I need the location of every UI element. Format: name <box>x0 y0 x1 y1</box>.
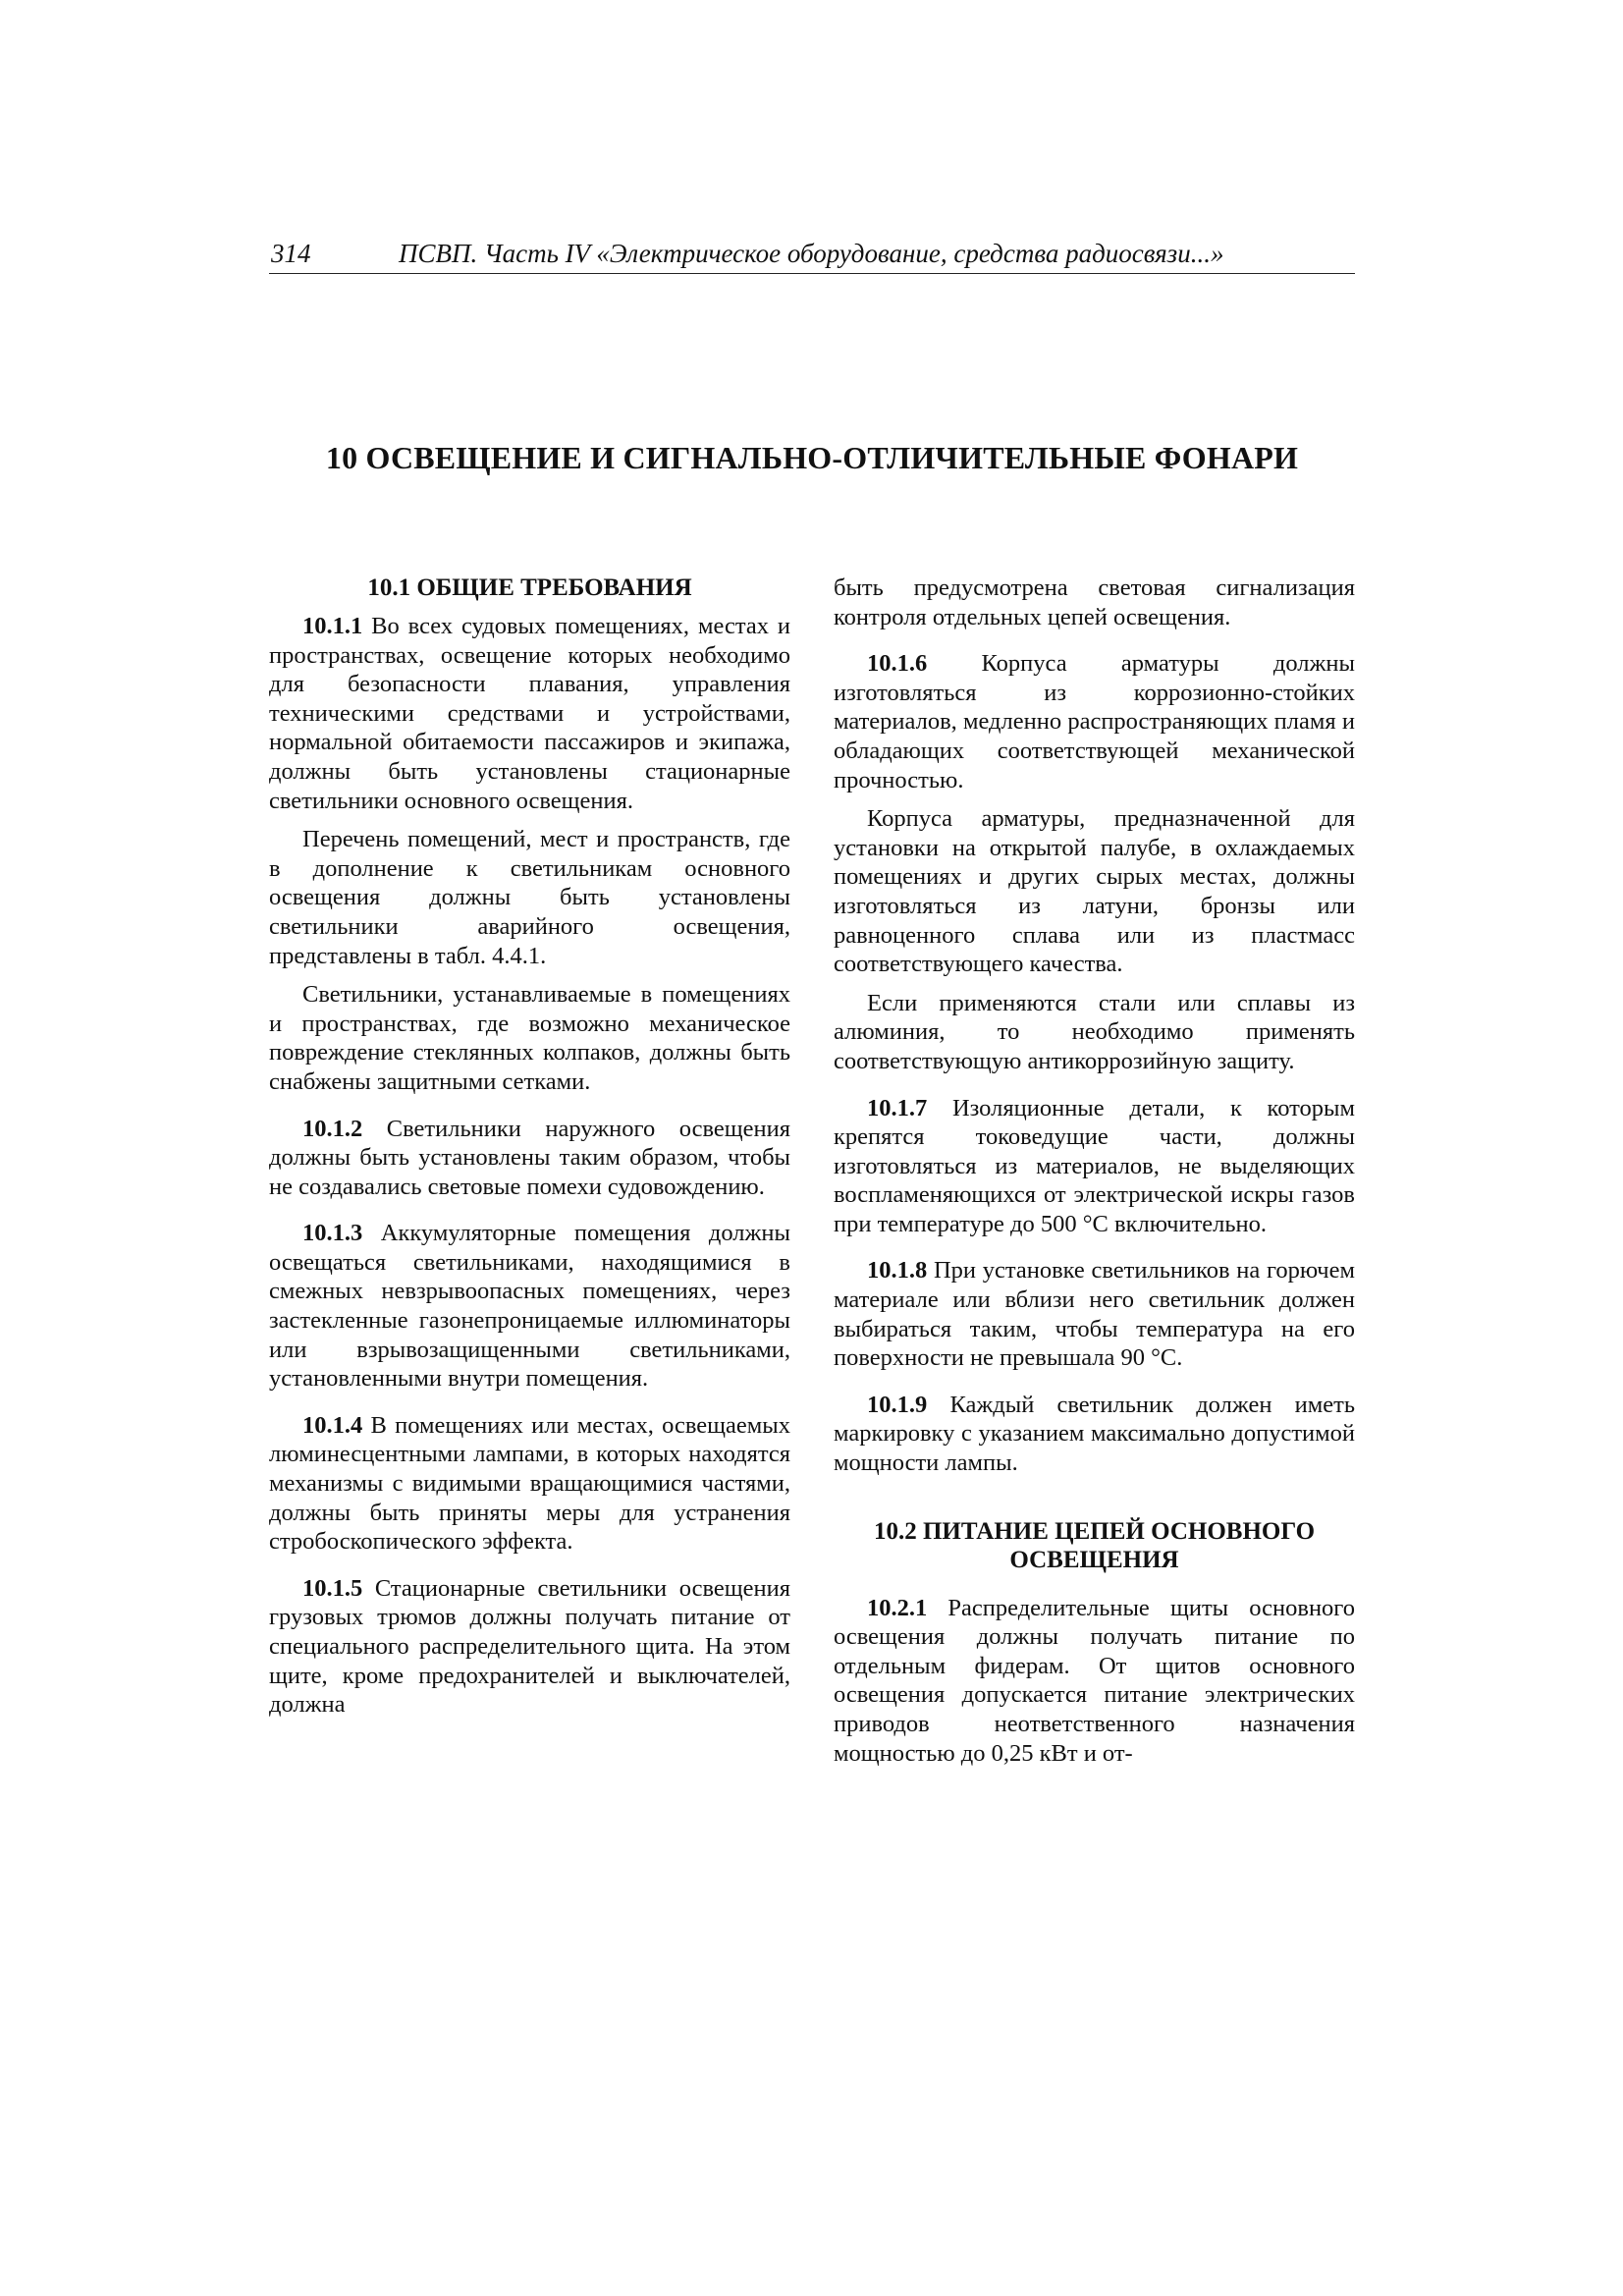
clause-text: Во всех судовых помещениях, местах и пространствах, освещение которых необходимо для безопасности плавания, управления техническими средствами и устройствами, нормальной обитаемости пассажиров и экипажа, должны быть установлены стационарные светильники основного освещения. <box>269 613 790 814</box>
page-header <box>269 236 1355 274</box>
paragraph-10-1-8 <box>834 1256 1355 1372</box>
paragraph-10-1-9 <box>834 1391 1355 1478</box>
clause-number: 10.1.8 <box>867 1257 928 1285</box>
clause-text: Изоляционные детали, к которым крепятся токоведущие части, должны изготовляться из материалов, не выделяющих воспламеняющихся от электрической искры газов при температуре до 500 °С включительно. <box>834 1094 1355 1237</box>
paragraph-10-1-4 <box>269 1411 790 1557</box>
section-heading-10-1: 10.1 ОБЩИЕ ТРЕБОВАНИЯ <box>367 574 692 601</box>
paragraph-10-1-6 <box>834 649 1355 794</box>
clause-number: 10.2.1 <box>867 1594 928 1621</box>
paragraph-10-1-1-b: Перечень помещений, мест и пространств, где в дополнение к светильникам основного освещения должны быть установлены светильники аварийного освещения, представлены в табл. 4.4.1. <box>269 826 790 969</box>
paragraph-10-1-6-c: Если применяются стали или сплавы из алюминия, то необходимо применять соответствующую антикоррозийную защиту. <box>834 989 1355 1074</box>
right-column <box>834 574 1355 1768</box>
paragraph-10-1-5-continued: быть предусмотрена световая сигнализация контроля отдельных цепей освещения. <box>834 574 1355 630</box>
clause-number: 10.1.2 <box>302 1115 363 1142</box>
clause-number: 10.1.4 <box>302 1411 363 1439</box>
clause-number: 10.1.9 <box>867 1391 928 1418</box>
clause-text: Корпуса арматуры должны изготовляться из коррозионно-стойких материалов, медленно распространяющих пламя и обладающих соответствующей механической прочностью. <box>834 650 1355 793</box>
paragraph-10-1-7 <box>834 1094 1355 1239</box>
section-heading-10-2: 10.2 ПИТАНИЕ ЦЕПЕЙ ОСНОВНОГО ОСВЕЩЕНИЯ <box>873 1517 1316 1573</box>
paragraph-10-2-1 <box>834 1594 1355 1769</box>
clause-number: 10.1.5 <box>302 1574 363 1602</box>
chapter-title: 10 ОСВЕЩЕНИЕ И СИГНАЛЬНО-ОТЛИЧИТЕЛЬНЫЕ ФОНАРИ <box>325 440 1299 475</box>
paragraph-10-1-6-b: Корпуса арматуры, предназначенной для установки на открытой палубе, в охлаждаемых помещениях и других сырых местах, должны изготовляться из латуни, бронзы или равноценного сплава или из пластмасс соответствующего качества. <box>834 805 1355 978</box>
running-title: ПСВП. Часть IV «Электрическое оборудование, средства радиосвязи...» <box>399 239 1224 268</box>
clause-text: Стационарные светильники освещения грузовых трюмов должны получать питание от специального распределительного щита. На этом щите, кроме предохранителей и выключателей, должна <box>269 1574 790 1719</box>
clause-number: 10.1.1 <box>302 613 363 639</box>
clause-number: 10.1.3 <box>302 1220 363 1247</box>
clause-text: Аккумуляторные помещения должны освещаться светильниками, находящимися в смежных невзрывоопасных помещениях, через застекленные газонепроницаемые иллюминаторы или взрывозащищенными светильниками, установленными внутри помещения. <box>269 1220 790 1393</box>
clause-text: При установке светильников на горючем материале или вблизи него светильник должен выбираться таким, чтобы температура на его поверхности не превышала 90 °С. <box>834 1257 1355 1372</box>
paragraph-10-1-2 <box>269 1115 790 1202</box>
paragraph-10-1-3 <box>269 1219 790 1394</box>
paragraph-10-1-1-c: Светильники, устанавливаемые в помещениях и пространствах, где возможно механическое повреждение стеклянных колпаков, должны быть снабжены защитными сетками. <box>269 981 790 1095</box>
clause-text: Распределительные щиты основного освещения должны получать питание по отдельным фидерам. От щитов основного освещения допускается питание электрических приводов неответственного назначения мощностью до 0,25 кВт и от- <box>834 1594 1355 1767</box>
clause-text: Светильники наружного освещения должны быть установлены таким образом, чтобы не создавались световые помехи судовождению. <box>269 1115 790 1200</box>
page-number: 314 <box>271 239 311 268</box>
paragraph-10-1-1 <box>269 612 790 815</box>
left-column <box>269 574 790 1720</box>
clause-number: 10.1.7 <box>867 1094 928 1121</box>
paragraph-10-1-5 <box>269 1574 790 1720</box>
clause-number: 10.1.6 <box>867 650 928 678</box>
clause-text: В помещениях или местах, освещаемых люминесцентными лампами, в которых находятся механизмы с видимыми вращающимися частями, должны быть приняты меры для устранения стробоскопического эффекта. <box>269 1411 790 1556</box>
clause-text: Каждый светильник должен иметь маркировку с указанием максимально допустимой мощности лампы. <box>834 1391 1355 1477</box>
